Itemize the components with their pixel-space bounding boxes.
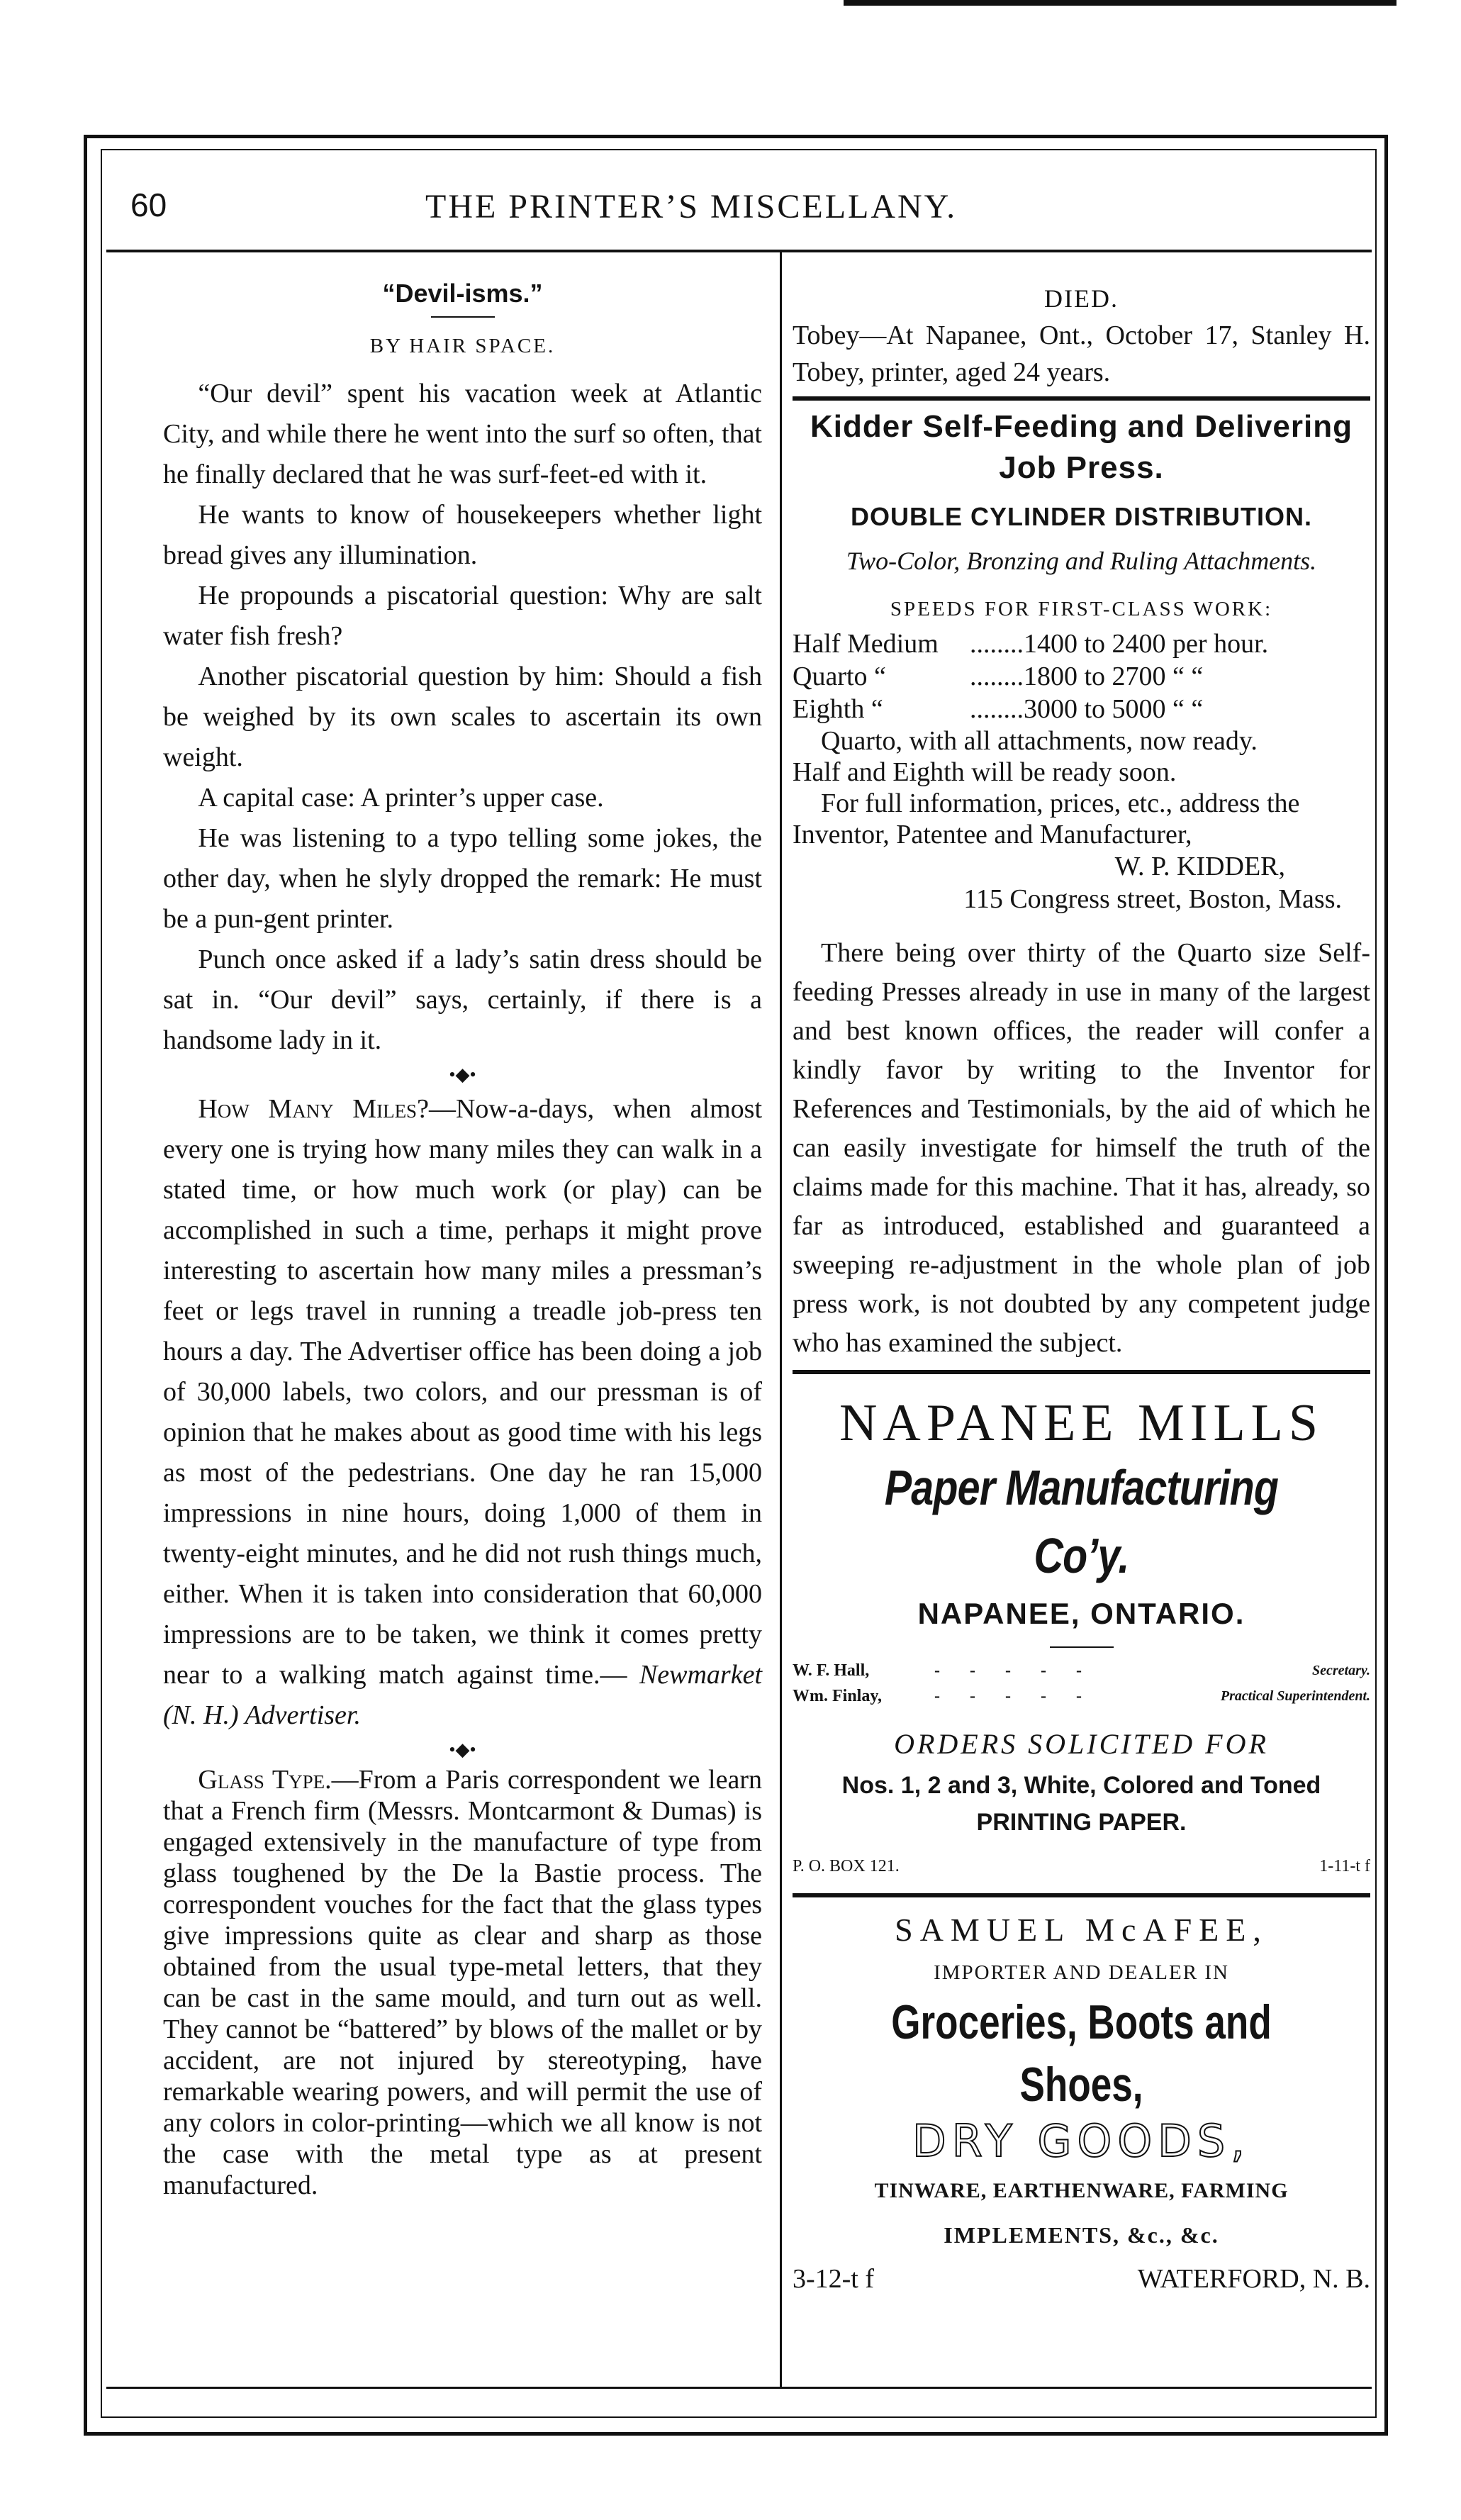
mcafee-dry-goods: DRY GOODS,	[912, 2115, 1250, 2167]
article-source: Newmarket (N. H.) Advertiser.	[163, 1660, 762, 1730]
pobox: P. O. BOX 121.	[793, 1857, 900, 1875]
officer-row	[793, 1683, 1370, 1709]
pobox-line	[793, 1848, 1370, 1885]
page-number: 60	[130, 186, 167, 223]
article-glass-type	[163, 1764, 762, 2201]
column-divider	[780, 252, 782, 2387]
top-edge-rule	[844, 0, 1396, 6]
officer-dashes: - - - - -	[934, 1687, 1095, 1705]
byline: BY HAIR SPACE.	[369, 335, 556, 357]
mcafee-implements: IMPLEMENTS, &c., &c.	[944, 2222, 1219, 2248]
speed-row	[793, 628, 1370, 660]
ad-code: 1-11-t f	[1319, 1857, 1370, 1875]
speeds-heading: SPEEDS FOR FIRST-CLASS WORK:	[890, 598, 1273, 620]
officer-title: Practical Superintendent.	[1220, 1688, 1370, 1704]
mcafee-place: WATERFORD, N. B.	[1137, 2264, 1370, 2294]
died-notice: Tobey—At Napanee, Ont., October 17, Stanley H. Tobey, printer, aged 24 years.	[793, 320, 1370, 387]
mcafee-groceries: Groceries, Boots and Shoes,	[891, 1995, 1272, 2112]
section-rule	[793, 1893, 1370, 1897]
speed-rate: ........3000 to 5000 “ “	[970, 694, 1204, 724]
paper-grades: Nos. 1, 2 and 3, White, Colored and Toned	[841, 1772, 1321, 1799]
kidder-attachments: Two-Color, Bronzing and Ruling Attachments.	[846, 547, 1317, 575]
mcafee-line: IMPORTER AND DEALER IN	[934, 1961, 1229, 1984]
napanee-subtitle: Paper Manufacturing Co’y.	[884, 1460, 1279, 1583]
ornament-divider: •◆•	[449, 1064, 476, 1085]
section-rule	[793, 1370, 1370, 1374]
printing-paper: PRINTING PAPER.	[976, 1809, 1187, 1836]
officer-row	[793, 1658, 1370, 1683]
paragraph: Another piscatorial question by him: Should a fish be weighed by its own scales to ascertain its own weight.	[163, 662, 762, 772]
mcafee-tinware: TINWARE, EARTHENWARE, FARMING	[874, 2179, 1289, 2202]
speed-size: Quarto “	[793, 662, 886, 691]
article-lead: How Many Miles?	[198, 1094, 429, 1124]
ad-code: 3-12-t f	[793, 2264, 875, 2294]
paragraph: A capital case: A printer’s upper case.	[198, 783, 604, 813]
section-rule	[793, 396, 1370, 401]
kidder-address: 115 Congress street, Boston, Mass.	[963, 884, 1342, 914]
orders-solicited: ORDERS SOLICITED FOR	[894, 1728, 1269, 1760]
article-body: —From a Paris correspondent we learn that a French firm (Messrs. Montcarmont & Dumas) is engaged extensively in the manufacture of type from glass toughened by the De la Bastie process. The correspondent vouches for the fact that the glass types give impressions quite as clear and sharp as those obtained from the usual type-metal letters, that they can be cast in the same mould, and turn out as well. They cannot be “battered” by blows of the mallet or by accident, are not injured by stereotyping, have remarkable wearing powers, and will permit the use of any colors in color-printing—which we all know is not the case with the metal type as at present manufactured.	[163, 1765, 763, 2200]
right-column	[793, 280, 1370, 2297]
kidder-note: Half and Eighth will be ready soon.	[793, 757, 1177, 787]
article-title: “Devil-isms.”	[382, 279, 543, 308]
kidder-info: For full information, prices, etc., address the Inventor, Patentee and Manufacturer,	[793, 788, 1300, 849]
paragraph: He was listening to a typo telling some jokes, the other day, when he slyly dropped the remark: He must be a pun-gent printer.	[163, 823, 762, 934]
officer-dashes: - - - - -	[934, 1661, 1095, 1680]
left-column	[163, 273, 762, 2201]
speed-rate: ........1800 to 2700 “ “	[970, 662, 1204, 691]
paragraph: Punch once asked if a lady’s satin dress should be sat in. “Our devil” says, certainly, if there is a handsome lady in it.	[163, 944, 762, 1055]
title-rule	[431, 316, 495, 318]
speed-size: Eighth “	[793, 694, 883, 724]
paragraph: He wants to know of housekeepers whether light bread gives any illumination.	[163, 500, 762, 570]
header-rule	[106, 250, 1372, 252]
ornament-divider: •◆•	[449, 1739, 476, 1760]
article-lead: Glass Type.	[198, 1765, 332, 1795]
paragraph: “Our devil” spent his vacation week at Atlantic City, and while there he went into the surf so often, that he finally declared that he was surf-feet-ed with it.	[163, 379, 762, 489]
officer-title: Secretary.	[1311, 1663, 1370, 1678]
died-heading: DIED.	[1044, 284, 1119, 313]
running-title: THE PRINTER’S MISCELLANY.	[425, 188, 958, 225]
officer-name: W. F. Hall,	[793, 1661, 870, 1680]
speed-row	[793, 660, 1370, 693]
kidder-testimonial: There being over thirty of the Quarto size Self-feeding Presses already in use in many of the largest and best known offices, the reader will confer a kindly favor by writing to the Inventor for References and Testimonials, by the aid of which he can easily investigate for himself the truth of the claims made for this machine. That it has, already, so far as introduced, established and guaranteed a sweeping re-adjustment in the whole plan of job press work, is not doubted by any competent judge who has examined the subject.	[793, 938, 1370, 1358]
kidder-subtitle: DOUBLE CYLINDER DISTRIBUTION.	[850, 502, 1312, 531]
speed-size: Half Medium	[793, 629, 939, 659]
article-how-many-miles	[163, 1089, 762, 1736]
kidder-title: Kidder Self-Feeding and Delivering Job Press.	[810, 409, 1353, 485]
officer-name: Wm. Finlay,	[793, 1687, 883, 1705]
paragraph: He propounds a piscatorial question: Why are salt water fish fresh?	[163, 581, 762, 651]
napanee-title: NAPANEE MILLS	[839, 1394, 1324, 1452]
speed-rate: ........1400 to 2400 per hour.	[970, 629, 1269, 659]
mcafee-name: SAMUEL McAFEE,	[895, 1912, 1268, 1948]
short-rule	[1050, 1646, 1114, 1648]
mcafee-footer	[793, 2260, 1370, 2297]
napanee-location: NAPANEE, ONTARIO.	[917, 1597, 1246, 1630]
speed-row	[793, 693, 1370, 725]
footer-rule	[106, 2387, 1372, 2389]
kidder-name: W. P. KIDDER,	[1114, 852, 1285, 881]
kidder-note: Quarto, with all attachments, now ready.	[821, 726, 1258, 756]
article-body: —Now-a-days, when almost every one is trying how many miles they can walk in a stated time, or how much work (or play) can be accomplished in such a time, perhaps it might prove interesting to ascertain how many miles a pressman’s feet or legs travel in running a treadle job-press ten hours a day. The Advertiser office has been doing a job of 30,000 labels, two colors, and our pressman is of opinion that he makes about as good time with his legs as most of the pedestrians. One day he ran 15,000 impressions in nine hours, doing 1,000 of them in twenty-eight minutes, and he did not rush things much, either. When it is taken into consideration that 60,000 impressions are to be taken, we think it comes pretty near to a walking match against time.—	[163, 1094, 762, 1690]
